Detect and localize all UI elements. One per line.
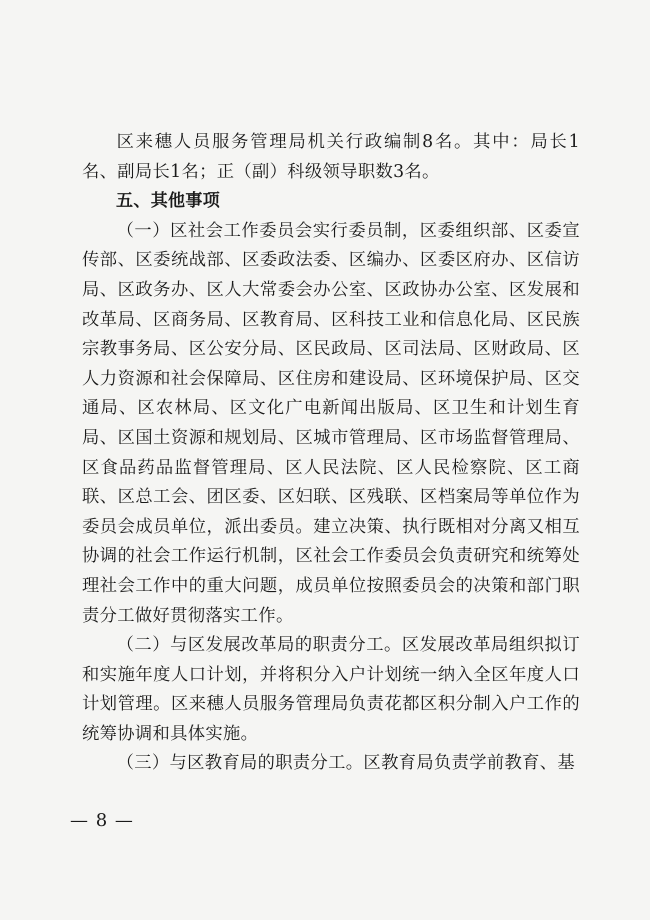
page-number: — 8 — [70, 810, 134, 831]
paragraph-development-reform-division: （二）与区发展改革局的职责分工。区发展改革局组织拟订和实施年度人口计划，并将积分入户计划统一纳入全区年度人口计划管理。区来穗人员服务管理局负责花都区积分制入户工作的统筹协调和具体实施。 [82, 635, 580, 744]
paragraph-staffing: 区来穗人员服务管理局机关行政编制8名。其中：局长1名、副局长1名；正（副）科级领导职数3名。 [82, 132, 580, 182]
document-body [82, 128, 580, 779]
paragraph-committee-system: （一）区社会工作委员会实行委员制，区委组织部、区委宣传部、区委统战部、区委政法委、区编办、区委区府办、区信访局、区政务办、区人大常委会办公室、区政协办公室、区发展和改革局、区商务局、区教育局、区科技工业和信息化局、区民族宗教事务局、区公安分局、区民政局、区司法局、区财政局、区人力资源和社会保障局、区住房和建设局、区环境保护局、区交通局、区农林局、区文化广电新闻出版局、区卫生和计划生育局、区国土资源和规划局、区城市管理局、区市场监督管理局、区食品药品监督管理局、区人民法院、区人民检察院、区工商联、区总工会、团区委、区妇联、区残联、区档案局等单位作为委员会成员单位，派出委员。建立决策、执行既相对分离又相互协调的社会工作运行机制，区社会工作委员会负责研究和统筹处理社会工作中的重大问题，成员单位按照委员会的决策和部门职责分工做好贯彻落实工作。 [82, 220, 580, 626]
paragraph-education-division: （三）与区教育局的职责分工。区教育局负责学前教育、基 [116, 753, 576, 774]
section-heading-other-matters: 五、其他事项 [116, 191, 221, 212]
